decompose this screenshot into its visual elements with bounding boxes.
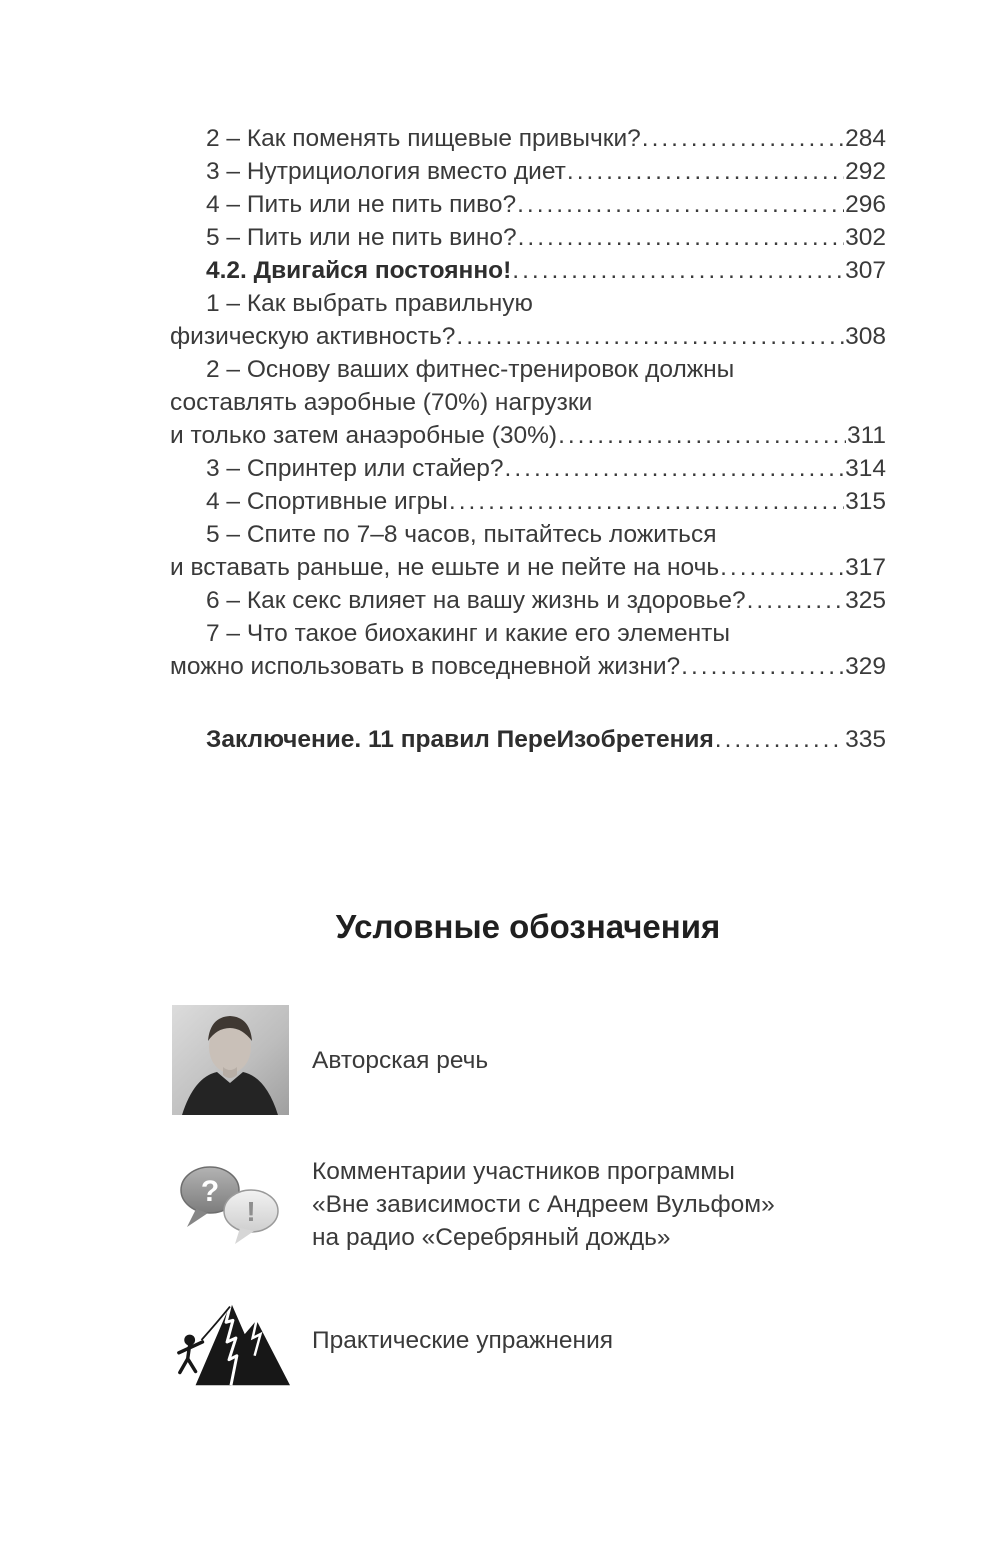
dot-leader: [642, 122, 844, 155]
toc-entry-line: 7 – Что такое биохакинг и какие его элементы: [206, 620, 730, 647]
toc-page-number: 308: [845, 323, 886, 350]
legend-item-comments: [170, 1155, 886, 1254]
legend-item-author-speech: [170, 1005, 886, 1115]
legend-label-line: «Вне зависимости с Андреем Вульфом»: [312, 1191, 775, 1218]
toc-page-number: 325: [845, 587, 886, 614]
speech-bubbles-icon: [170, 1161, 290, 1249]
toc-entry-line: 2 – Основу ваших фитнес-тренировок должны: [206, 356, 735, 383]
toc-entry-line: [170, 452, 886, 485]
legend-label-line: Практические упражнения: [312, 1326, 614, 1354]
toc-entry-line: [170, 320, 886, 353]
toc-entry: [170, 485, 886, 518]
toc-page-number: 335: [845, 726, 886, 753]
dot-leader: [715, 723, 844, 756]
legend-label: [312, 1155, 775, 1254]
toc-entry-title: 3 – Спринтер или стайер?: [206, 455, 504, 482]
toc-entry-title: 4 – Пить или не пить пиво?: [206, 191, 517, 218]
author-photo: [170, 1005, 290, 1115]
dot-leader: [720, 551, 844, 584]
dot-leader: [558, 419, 846, 452]
dot-leader: [747, 584, 845, 617]
toc-entry-line: составлять аэробные (70%) нагрузки: [170, 389, 593, 416]
dot-leader: [512, 254, 844, 287]
question-mark-glyph: ?: [200, 1174, 220, 1208]
toc-page-number: 296: [845, 191, 886, 218]
toc-page-number: 314: [845, 455, 886, 482]
exclamation-mark-glyph: !: [246, 1195, 256, 1227]
legend-label-line: на радио «Серебряный дождь»: [312, 1224, 671, 1251]
toc-page-number: 315: [845, 488, 886, 515]
toc-entry-line: 1 – Как выбрать правильную: [206, 290, 533, 317]
toc-entry-line: [170, 221, 886, 254]
legend-label: [312, 1324, 613, 1357]
toc-entry-title: 2 – Как поменять пищевые привычки?: [206, 125, 641, 152]
toc-entry-line: [170, 419, 886, 452]
toc-entry-line: [170, 254, 886, 287]
toc-entry-title: 5 – Пить или не пить вино?: [206, 224, 517, 251]
toc-entry-title: 3 – Нутрициология вместо диет: [206, 158, 566, 185]
toc-entry: [170, 353, 886, 452]
page-content: [170, 122, 886, 1426]
toc-page-number: 311: [846, 422, 886, 449]
section-heading: Условные обозначения: [335, 908, 721, 945]
dot-leader: [567, 155, 844, 188]
mountain-climber-icon: [170, 1294, 290, 1386]
dot-leader: [681, 650, 844, 683]
legend-label-line: Комментарии участников программы: [312, 1158, 735, 1185]
toc-entry-section: [170, 254, 886, 287]
toc-page-number: 284: [845, 125, 886, 152]
toc-page-number: 317: [845, 554, 886, 581]
toc-page-number: 307: [845, 257, 886, 284]
toc-entry-title: Заключение. 11 правил ПереИзобретения: [206, 726, 714, 753]
toc-entry-title: 4.2. Двигайся постоянно!: [206, 257, 512, 284]
toc-entry: [170, 122, 886, 155]
toc-entry-title: можно использовать в повседневной жизни?: [170, 653, 681, 680]
toc-page-number: 329: [845, 653, 886, 680]
dot-leader: [505, 452, 845, 485]
toc-entry-line: [170, 485, 886, 518]
toc-entry-title: физическую активность?: [170, 323, 456, 350]
toc-entry-title: и вставать раньше, не ешьте и не пейте на ночь: [170, 554, 720, 581]
toc-page-number: 302: [845, 224, 886, 251]
toc-entry: [170, 617, 886, 683]
dot-leader: [456, 320, 844, 353]
toc-entry: [170, 155, 886, 188]
toc-entry: [170, 584, 886, 617]
legend-label: [312, 1044, 488, 1077]
toc-entry: [170, 518, 886, 584]
toc-page-number: 292: [845, 158, 886, 185]
toc-entry-line: [170, 551, 886, 584]
dot-leader: [517, 188, 844, 221]
legend: [170, 1005, 886, 1386]
dot-leader: [449, 485, 844, 518]
toc-entry-line: 5 – Спите по 7–8 часов, пытайтесь ложиться: [206, 521, 717, 548]
toc-entry-title: и только затем анаэробные (30%): [170, 422, 558, 449]
toc-entry-title: 4 – Спортивные игры: [206, 488, 448, 515]
toc-entry-conclusion: [170, 723, 886, 756]
toc-entry: [170, 221, 886, 254]
toc-entry-title: 6 – Как секс влияет на вашу жизнь и здоровье?: [206, 587, 746, 614]
toc-entry: [170, 452, 886, 485]
toc-entry-line: [170, 155, 886, 188]
toc-entry: [170, 287, 886, 353]
toc-entry-line: [170, 723, 886, 756]
toc-entry-line: [170, 584, 886, 617]
toc-entry: [170, 188, 886, 221]
toc-entry-line: [170, 188, 886, 221]
legend-item-exercises: [170, 1294, 886, 1386]
table-of-contents: [170, 122, 886, 756]
legend-label-line: Авторская речь: [312, 1046, 489, 1074]
toc-entry-line: [170, 650, 886, 683]
dot-leader: [518, 221, 844, 254]
toc-entry-line: [170, 122, 886, 155]
